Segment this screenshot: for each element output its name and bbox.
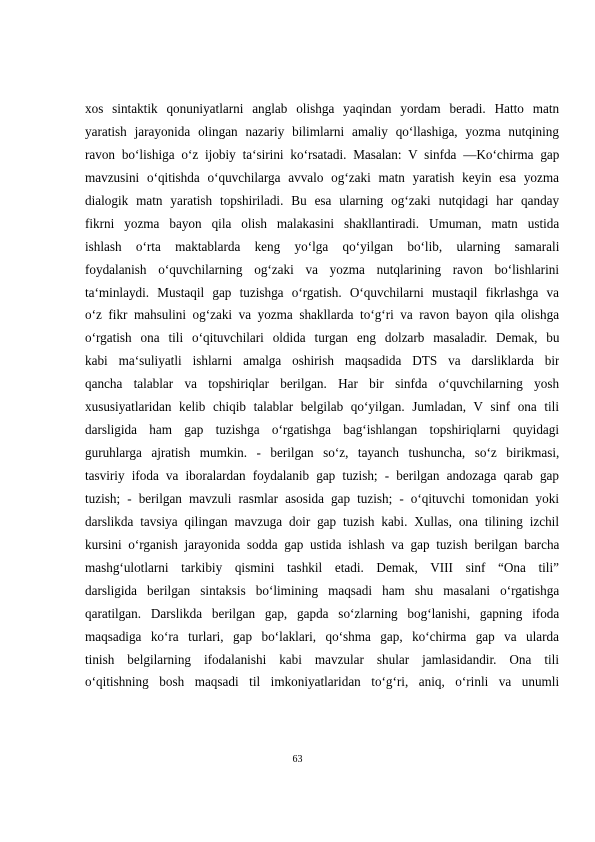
- text-line: darslikda tavsiya qilingan mavzuga doir gap tuzish kabi. Xullas, ona tilining izchil: [85, 513, 559, 529]
- text-line: ta‘minlaydi. Mustaqil gap tuzishga o‘rgatish. O‘quvchilarni mustaqil fikrlashga va: [85, 284, 559, 300]
- text-line: tuzish; - berilgan mavzuli rasmlar asosida gap tuzish; - o‘qituvchi tomonidan yoki: [85, 490, 559, 506]
- text-line: fikrni yozma bayon qila olish malakasini shakllantiradi. Umuman, matn ustida: [85, 215, 559, 231]
- text-line: o‘rgatish ona tili o‘qituvchilari oldida turgan eng dolzarb masaladir. Demak, bu: [85, 330, 559, 346]
- text-line: qancha talablar va topshiriqlar berilgan. Har bir sinfda o‘quvchilarning yosh: [85, 376, 559, 392]
- text-line: qaratilgan. Darslikda berilgan gap, gapda so‘zlarning bog‘lanishi, gapning ifoda: [85, 605, 559, 621]
- text-line: yaratish jarayonida olingan nazariy bilimlarni amaliy qo‘llashiga, yozma nutqining: [85, 123, 559, 139]
- text-line: kabi ma‘suliyatli ishlarni amalga oshirish maqsadida DTS va darsliklarda bir: [85, 353, 559, 369]
- page-number: 63: [292, 754, 303, 765]
- text-line: mavzusini o‘qitishda o‘quvchilarga avvalo og‘zaki matn yaratish keyin esa yozma: [85, 169, 559, 185]
- text-line: ishlash o‘rta maktablarda keng yo‘lga qo‘yilgan bo‘lib, ularning samarali: [85, 238, 559, 254]
- text-line: darsligida ham gap tuzishga o‘rgatishga bag‘ishlangan topshiriqlarni quyidagi: [85, 422, 559, 438]
- text-line: darsligida berilgan sintaksis bo‘limining maqsadi ham shu masalani o‘rgatishga: [85, 582, 559, 598]
- text-line: ravon bo‘lishiga o‘z ijobiy ta‘sirini ko‘rsatadi. Masalan: V sinfda —Ko‘chirma gap: [85, 146, 559, 162]
- text-line: o‘z fikr mahsulini og‘zaki va yozma shakllarda to‘g‘ri va ravon bayon qila olishga: [85, 307, 559, 323]
- text-line: foydalanish o‘quvchilarning og‘zaki va yozma nutqlarining ravon bo‘lishlarini: [85, 261, 559, 277]
- text-line: guruhlarga ajratish mumkin. - berilgan so‘z, tayanch tushuncha, so‘z birikmasi,: [85, 445, 559, 461]
- text-line: xususiyatlaridan kelib chiqib talablar belgilab qo‘yilgan. Jumladan, V sinf ona tili: [85, 399, 559, 415]
- text-line: maqsadiga ko‘ra turlari, gap bo‘laklari, qo‘shma gap, ko‘chirma gap va ularda: [85, 628, 559, 644]
- text-line: xos sintaktik qonuniyatlarni anglab olishga yaqindan yordam beradi. Hatto matn: [85, 101, 559, 116]
- text-line: kursini o‘rganish jarayonida sodda gap ustida ishlash va gap tuzish berilgan barcha: [85, 536, 559, 552]
- text-line: o‘qitishning bosh maqsadi til imkoniyatlaridan to‘g‘ri, aniq, o‘rinli va unumli: [85, 674, 559, 690]
- text-line: mashg‘ulotlarni tarkibiy qismini tashkil etadi. Demak, VIII sinf “Ona tili”: [85, 559, 559, 575]
- text-line: tinish belgilarning ifodalanishi kabi mavzular shular jamlasidandir. Ona tili: [85, 651, 559, 667]
- body-text: [85, 98, 559, 694]
- text-line: dialogik matn yaratish topshiriladi. Bu esa ularning og‘zaki nutqidagi har qanday: [85, 192, 559, 208]
- text-line: tasviriy ifoda va iboralardan foydalanib gap tuzish; - berilgan andozaga qarab gap: [85, 468, 559, 483]
